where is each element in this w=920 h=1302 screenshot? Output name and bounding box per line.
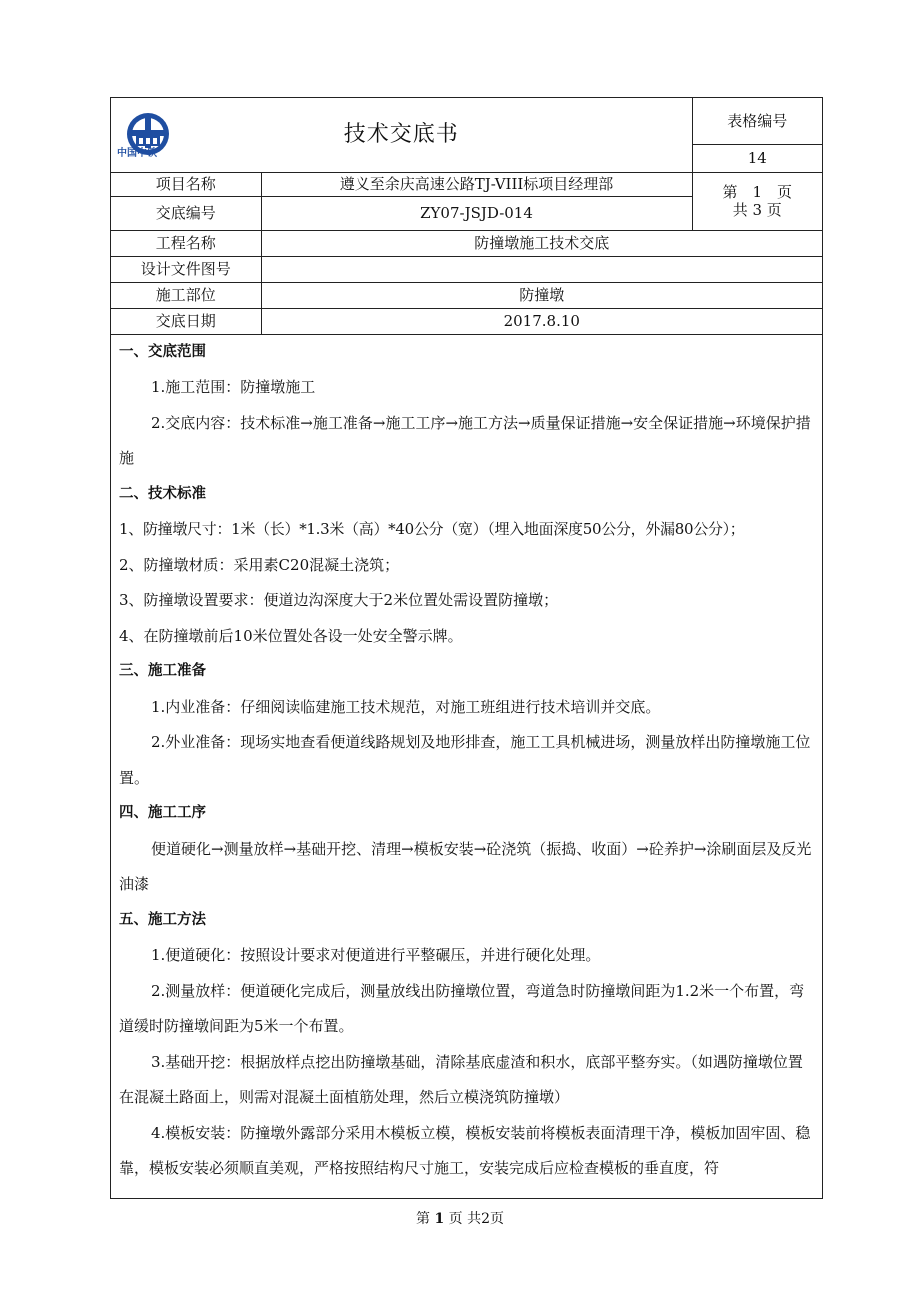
paragraph: 1.内业准备：仔细阅读临建施工技术规范，对施工班组进行技术培训并交底。 bbox=[151, 697, 661, 716]
footer-prefix: 第 bbox=[415, 1211, 430, 1227]
paragraph: 3、防撞墩设置要求：便道边沟深度大于2米位置处需设置防撞墩； bbox=[119, 591, 559, 609]
page-title: 技术交底书 bbox=[343, 121, 459, 147]
paragraph: 2.外业准备：现场实地查看便道线路规划及地形排查，施工工具机械进场，测量放样出防撞墩施工位置。 bbox=[119, 733, 811, 787]
section-heading: 一、交底范围 bbox=[119, 343, 206, 360]
page-footer bbox=[0, 1208, 920, 1228]
footer-page: 1 bbox=[434, 1211, 445, 1227]
row-value: 遵义至余庆高速公路TJ-VIII标项目经理部 bbox=[261, 172, 692, 196]
page-number: 第 1 页 bbox=[722, 183, 793, 201]
row-label: 工程名称 bbox=[111, 230, 261, 256]
row-value bbox=[261, 256, 822, 282]
section-heading: 二、技术标准 bbox=[119, 485, 206, 502]
section-heading: 三、施工准备 bbox=[119, 663, 206, 679]
row-label: 交底编号 bbox=[111, 196, 261, 230]
paragraph: 4、在防撞墩前后10米位置处各设一处安全警示牌。 bbox=[119, 626, 463, 645]
paragraph: 便道硬化→测量放样→基础开挖、清理→模板安装→砼浇筑（振捣、收面）→砼养护→涂刷面层及反光油漆 bbox=[119, 839, 812, 893]
body-content bbox=[111, 335, 822, 1187]
page-total: 共 3 页 bbox=[732, 201, 782, 219]
page-info-cell bbox=[692, 172, 822, 230]
paragraph: 1.便道硬化：按照设计要求对便道进行平整碾压，并进行硬化处理。 bbox=[151, 946, 601, 964]
row-label: 施工部位 bbox=[111, 282, 261, 308]
section-heading: 五、施工方法 bbox=[119, 911, 206, 928]
row-value: 防撞墩施工技术交底 bbox=[261, 230, 822, 256]
paragraph: 1、防撞墩尺寸：1米（长）*1.3米（高）*40公分（宽）（埋入地面深度50公分，外漏80公分）； bbox=[119, 520, 745, 538]
form-no-value: 14 bbox=[692, 144, 822, 172]
paragraph: 1.施工范围：防撞墩施工 bbox=[151, 378, 316, 396]
document-page bbox=[110, 97, 823, 1199]
row-value: 防撞墩 bbox=[261, 282, 822, 308]
row-label: 交底日期 bbox=[111, 308, 261, 334]
paragraph: 4.模板安装：防撞墩外露部分采用木模板立模，模板安装前将模板表面清理干净，模板加固牢固、稳靠，模板安装必须顺直美观，严格按照结构尺寸施工，安装完成后应检查模板的垂直度，符 bbox=[119, 1123, 811, 1177]
paragraph: 2、防撞墩材质：采用素C20混凝土浇筑； bbox=[119, 555, 400, 574]
row-label: 项目名称 bbox=[111, 172, 261, 196]
form-no-label: 表格编号 bbox=[692, 98, 822, 144]
footer-total: 2 bbox=[481, 1211, 491, 1227]
paragraph: 3.基础开挖：根据放样点挖出防撞墩基础，清除基底虚渣和积水，底部平整夯实。（如遇防撞墩位置在混凝土路面上，则需对混凝土面植筋处理，然后立模浇筑防撞墩） bbox=[119, 1052, 803, 1106]
paragraph: 2.测量放样：便道硬化完成后，测量放线出防撞墩位置，弯道急时防撞墩间距为1.2米一个布置，弯道缓时防撞墩间距为5米一个布置。 bbox=[119, 981, 805, 1035]
header-table bbox=[111, 98, 822, 335]
row-label: 设计文件图号 bbox=[111, 256, 261, 282]
section-heading: 四、施工工序 bbox=[119, 805, 206, 821]
footer-suffix: 页 bbox=[490, 1211, 505, 1227]
row-value: 2017.8.10 bbox=[261, 308, 822, 334]
footer-middle: 页 共 bbox=[448, 1211, 482, 1227]
paragraph: 2.交底内容：技术标准→施工准备→施工工序→施工方法→质量保证措施→安全保证措施→环境保护措施 bbox=[119, 413, 811, 467]
logo-text: 中国中铁 bbox=[117, 148, 157, 159]
row-value: ZY07-JSJD-014 bbox=[261, 196, 692, 230]
title-cell bbox=[111, 98, 692, 172]
